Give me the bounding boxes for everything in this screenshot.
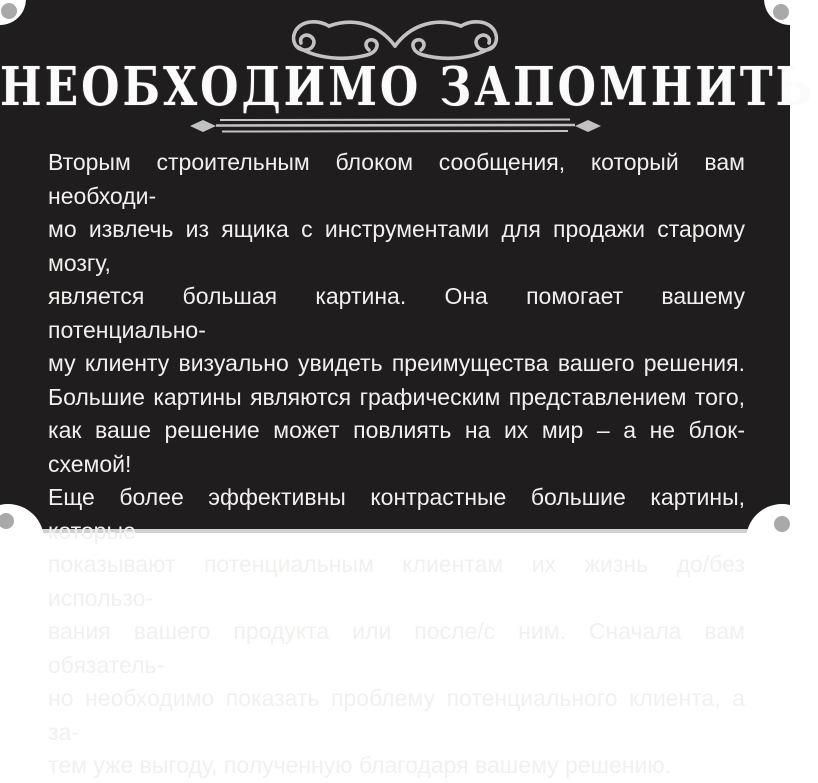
body-text-line: тем уже выгоду, полученную благодаря вашему решению. [48,752,671,778]
body-text-line: показывают потенциальным клиентам их жизнь до/без использо- [48,551,745,611]
body-text-line: как ваше решение может повлиять на их мир – а не блок-схемой! [48,417,745,477]
body-text-line: вания вашего продукта или после/с ним. Сначала вам обязатель- [48,618,745,678]
flourish-swirl-icon [285,14,505,58]
pin-dot-icon [773,4,789,20]
body-text-line: Еще более эффективны контрастные большие картины, которые [48,484,745,544]
body-text-line: мо извлечь из ящика с инструментами для продажи старому мозгу, [48,216,745,276]
body-text-line: Вторым строительным блоком сообщения, который вам необходи- [48,149,745,209]
pin-dot-icon [774,516,790,532]
pin-dot-icon [1,3,17,19]
divider-rule-icon [188,116,603,136]
body-text-line: му клиенту визуально увидеть преимущества вашего решения. [48,350,745,376]
corner-cutout-bottom-right [746,504,818,576]
page-title: НЕОБХОДИМО ЗАПОМНИТЬ [0,56,815,119]
body-text-line: Большие картины являются графическим представлением того, [48,383,745,410]
body-text-line: является большая картина. Она помогает вашему потенциально- [48,283,745,343]
body-text [48,146,745,783]
body-text-line: но необходимо показать проблему потенциального клиента, а за- [48,685,745,745]
corner-cutout-top-right [764,0,816,25]
